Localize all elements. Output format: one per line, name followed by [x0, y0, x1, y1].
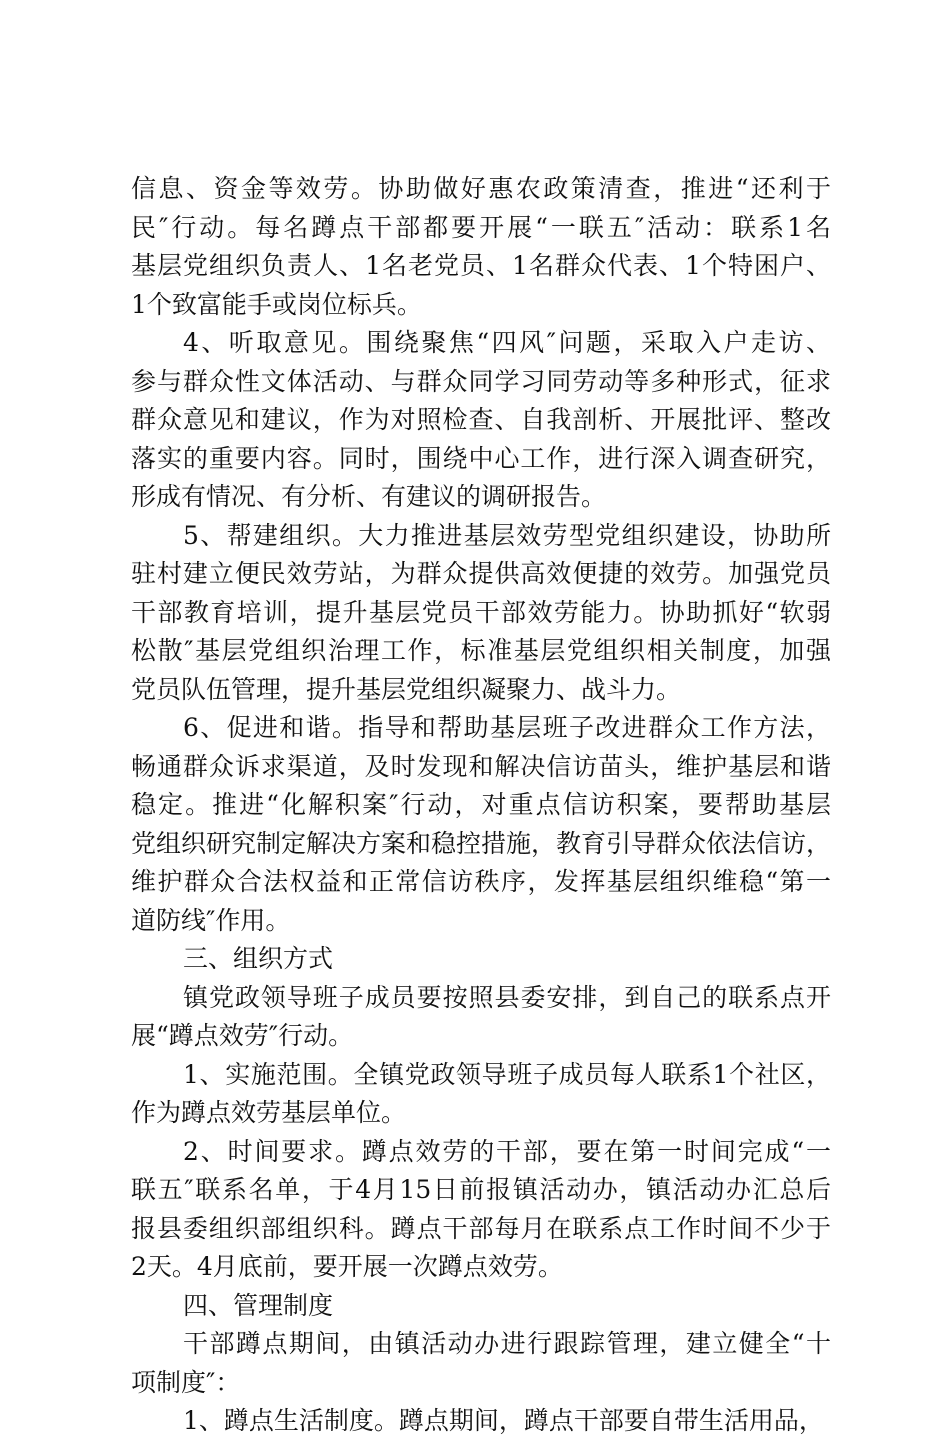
text-line: 四、管理制度: [183, 1290, 334, 1320]
text-line: 民″行动。每名蹲点干部都要开展“一联五″活动：联系1名: [131, 212, 831, 242]
text-line: 5、帮建组织。大力推进基层效劳型党组织建设，协助所: [183, 520, 831, 550]
document-body: [131, 170, 831, 1441]
text-line: 基层党组织负责人、1名老党员、1名群众代表、1个特困户、: [131, 251, 831, 280]
text-line: 展“蹲点效劳″行动。: [131, 1021, 354, 1050]
text-line: 党员队伍管理，提升基层党组织凝聚力、战斗力。: [131, 674, 682, 704]
text-line: 项制度″：: [131, 1367, 241, 1397]
text-line: 联五″联系名单，于4月15日前报镇活动办，镇活动办汇总后: [131, 1175, 831, 1204]
text-line: 1个致富能手或岗位标兵。: [131, 289, 422, 319]
text-line: 三、组织方式: [183, 944, 334, 973]
text-line: 报县委组织部组织科。蹲点干部每月在联系点工作时间不少于: [131, 1213, 831, 1243]
text-line: 作为蹲点效劳基层单位。: [131, 1098, 407, 1127]
text-line: 干部蹲点期间，由镇活动办进行跟踪管理，建立健全“十: [183, 1329, 831, 1358]
text-line: 1、蹲点生活制度。蹲点期间，蹲点干部要自带生活用品，: [183, 1406, 824, 1435]
text-line: 信息、资金等效劳。协助做好惠农政策清查，推进“还利于: [131, 174, 831, 203]
text-line: 形成有情况、有分析、有建议的调研报告。: [131, 482, 607, 511]
text-line: 6、促进和谐。指导和帮助基层班子改进群众工作方法，: [183, 713, 831, 742]
text-line: 2、时间要求。蹲点效劳的干部，要在第一时间完成“一: [183, 1136, 831, 1166]
text-line: 1、实施范围。全镇党政领导班子成员每人联系1个社区，: [183, 1059, 831, 1089]
text-line: 群众意见和建议，作为对照检查、自我剖析、开展批评、整改: [131, 405, 831, 434]
text-line: 党组织研究制定解决方案和稳控措施，教育引导群众依法信访，: [131, 828, 832, 858]
text-line: 镇党政领导班子成员要按照县委安排，到自己的联系点开: [183, 982, 831, 1012]
text-line: 道防线″作用。: [131, 905, 291, 935]
text-line: 2天。4月底前，要开展一次蹲点效劳。: [131, 1252, 563, 1281]
text-line: 落实的重要内容。同时，围绕中心工作，进行深入调查研究，: [131, 443, 831, 473]
text-line: 参与群众性文体活动、与群众同学习同劳动等多种形式，征求: [131, 366, 831, 396]
text-line: 稳定。推进“化解积案″行动，对重点信访积案，要帮助基层: [131, 790, 831, 819]
text-line: 松散″基层党组织治理工作，标准基层党组织相关制度，加强: [131, 636, 831, 665]
text-line: 畅通群众诉求渠道，及时发现和解决信访苗头，维护基层和谐: [131, 751, 831, 781]
text-line: 干部教育培训，提升基层党员干部效劳能力。协助抓好“软弱: [131, 597, 831, 627]
text-line: 4、听取意见。围绕聚焦“四风″问题，采取入户走访、: [183, 328, 831, 357]
text-line: 驻村建立便民效劳站，为群众提供高效便捷的效劳。加强党员: [131, 559, 831, 588]
text-line: 维护群众合法权益和正常信访秩序，发挥基层组织维稳“第一: [131, 867, 831, 896]
